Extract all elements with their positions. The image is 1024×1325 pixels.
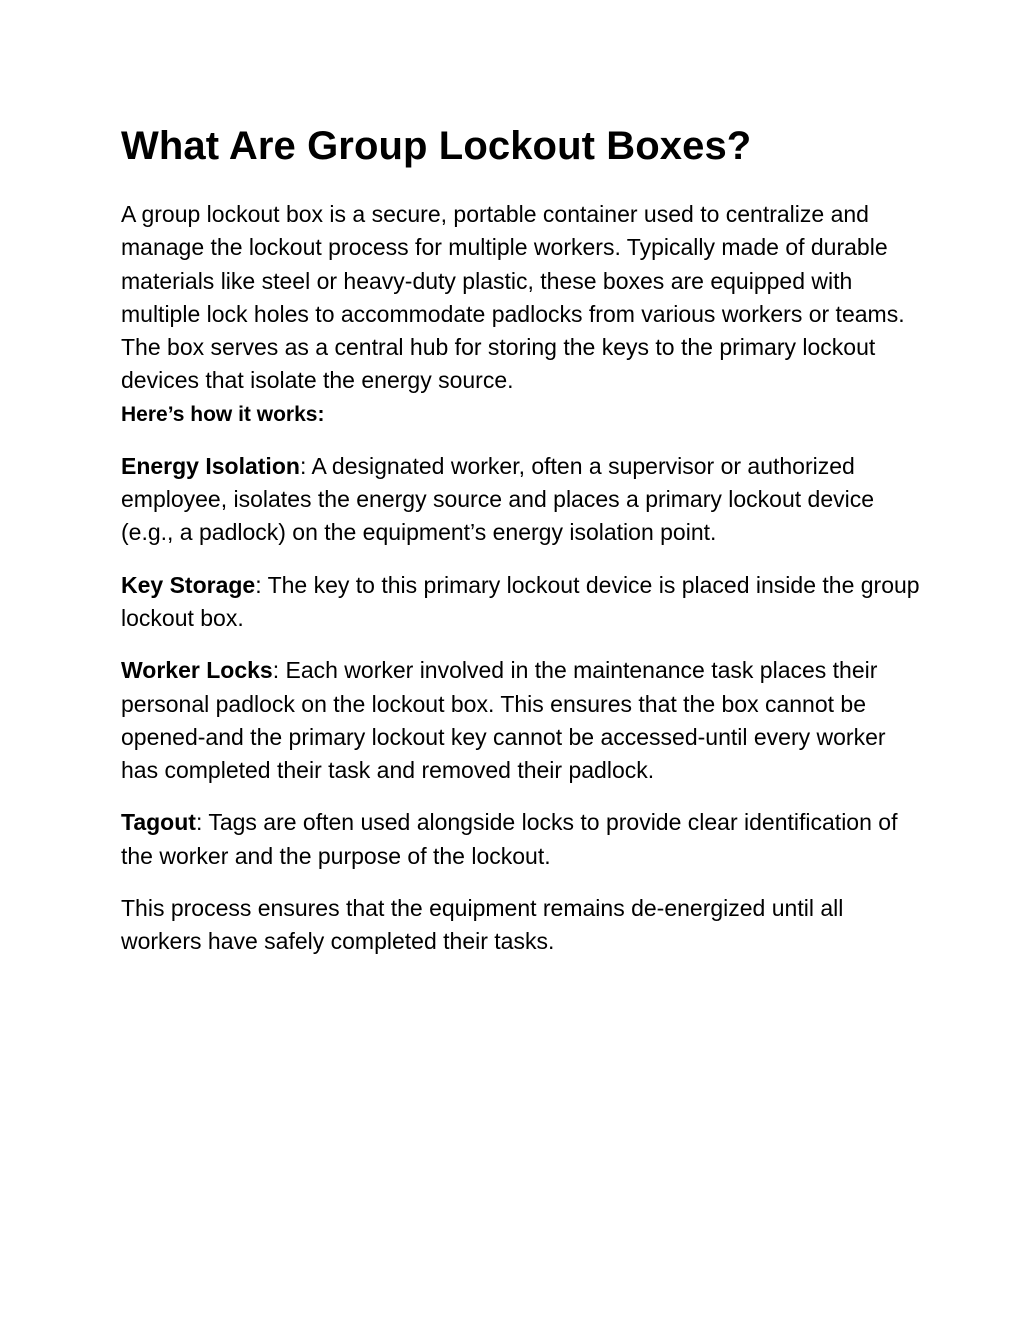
step-term: Worker Locks — [121, 657, 273, 684]
step-text: : Each worker involved in the maintenance task places their personal padlock on the lockout box. This ensures that the box cannot be opened-and the primary lockout key cannot be accessed-until every worker has completed their task and removed their padlock. — [121, 657, 886, 784]
step-term: Tagout — [121, 809, 196, 836]
document-page — [121, 122, 921, 959]
step-key-storage — [121, 569, 921, 636]
how-it-works-heading: Here’s how it works: — [121, 402, 325, 426]
step-text: : Tags are often used alongside locks to provide clear identification of the worker and the purpose of the lockout. — [121, 809, 898, 869]
step-term: Energy Isolation — [121, 452, 300, 479]
step-term: Key Storage — [121, 571, 256, 598]
page-title: What Are Group Lockout Boxes? — [121, 124, 752, 168]
conclusion-paragraph: This process ensures that the equipment remains de-energized until all workers have safely completed their tasks. — [121, 895, 844, 955]
intro-paragraph: A group lockout box is a secure, portable container used to centralize and manage the lockout process for multiple workers. Typically made of durable materials like steel or heavy-duty plastic, these boxes are equipped with multiple lock holes to accommodate padlocks from various workers or teams. The box serves as a central hub for storing the keys to the primary lockout devices that isolate the energy source. — [121, 201, 905, 394]
step-worker-locks — [121, 654, 921, 787]
step-energy-isolation — [121, 450, 921, 550]
step-text: : A designated worker, often a supervisor or authorized employee, isolates the energy source and places a primary lockout device (e.g., a padlock) on the equipment’s energy isolation point. — [121, 452, 875, 546]
step-tagout — [121, 806, 921, 873]
step-text: : The key to this primary lockout device is placed inside the group lockout box. — [121, 571, 920, 631]
